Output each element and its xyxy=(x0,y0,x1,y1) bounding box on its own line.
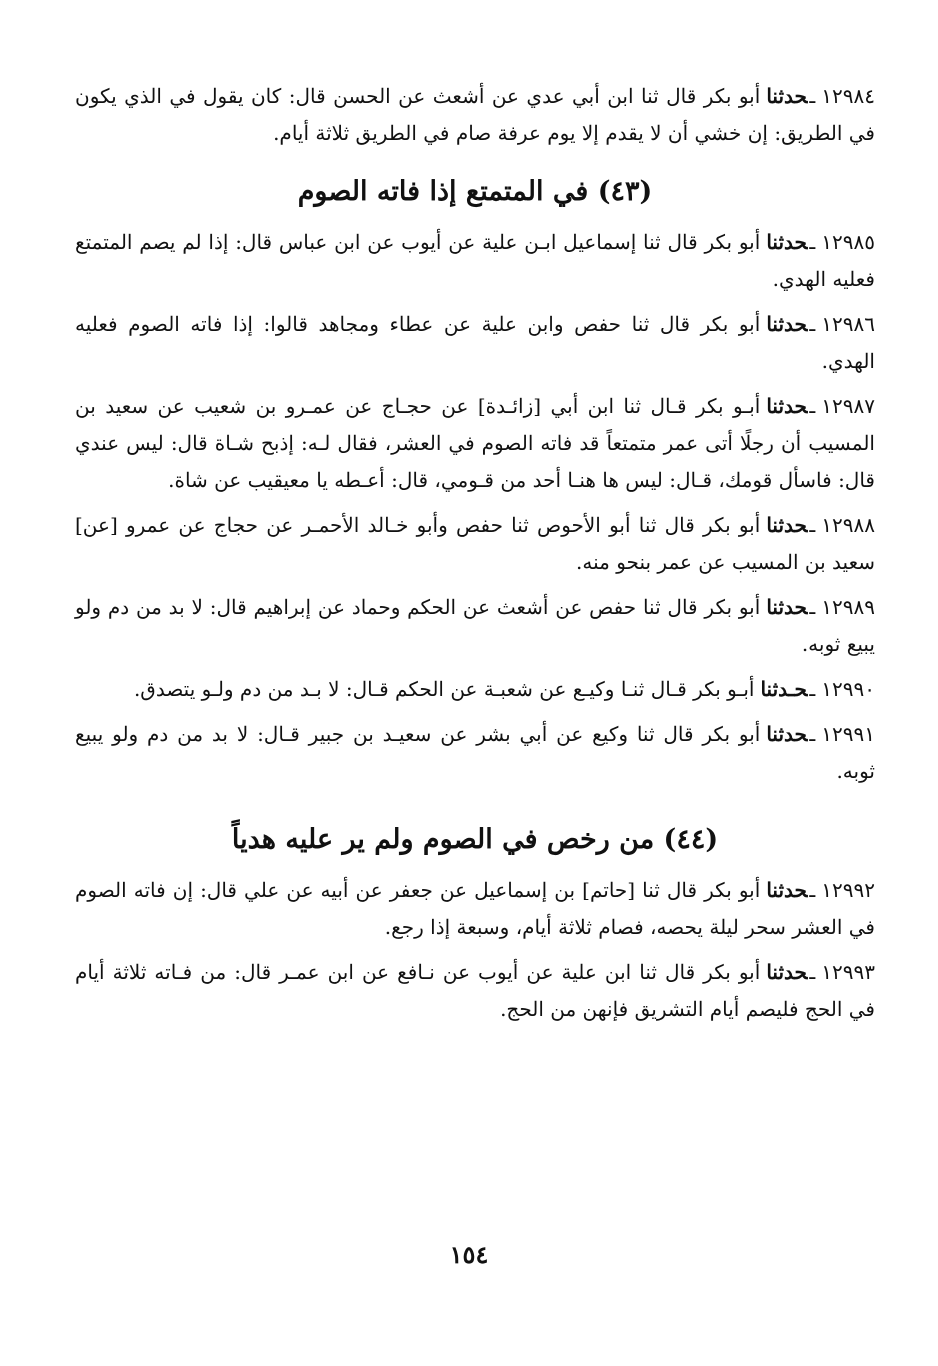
hadith-text: أبو بكر قال ثنا إسماعيل ابـن علية عن أيوب عن ابن عباس قال: إذا لم يصم المتمتع فعليه الهدي. xyxy=(75,230,875,291)
hadith-dash: ـ xyxy=(809,595,816,619)
hadith-entry xyxy=(75,507,875,581)
hadith-lead-word: حدثنا xyxy=(766,722,808,746)
hadith-number: ١٢٩٨٨ xyxy=(821,513,875,537)
hadith-lead-word: حدثنا xyxy=(766,595,808,619)
hadith-number: ١٢٩٩٢ xyxy=(821,878,875,902)
hadith-text: أبـو بكر قـال ثنـا وكيـع عن شعبـة عن الحكم قـال: لا بـد من دم ولـو يتصدق. xyxy=(133,677,755,701)
hadith-lead-word: حدثنا xyxy=(766,513,808,537)
hadith-dash: ـ xyxy=(809,513,816,537)
hadith-entry xyxy=(75,716,875,790)
hadith-text: أبو بكر قال ثنا ابن علية عن أيوب عن نـافع عن ابن عمـر قال: من فـاته ثلاثة أيام في الحج فليصم أيام التشريق فإنهن من الحج. xyxy=(75,960,875,1021)
hadith-dash: ـ xyxy=(809,722,816,746)
hadith-lead-word: حدثنا xyxy=(766,394,808,418)
hadith-entry xyxy=(75,589,875,663)
hadith-lead-word: حدثنا xyxy=(766,84,808,108)
hadith-entry xyxy=(75,306,875,380)
chapter-heading-44: (٤٤) من رخص في الصوم ولم ير عليه هدياً xyxy=(231,824,719,855)
hadith-number: ١٢٩٨٧ xyxy=(821,394,875,418)
hadith-number: ١٢٩٨٦ xyxy=(821,312,875,336)
hadith-text: أبو بكر قال ثنا أبو الأحوص ثنا حفص وأبو خـالد الأحمـر عن حجاج عن عمرو [عن] سعيد بن المسيب عن عمر بنحو منه. xyxy=(75,513,875,574)
hadith-text: أبـو بكر قـال ثنا ابن أبي [زائـدة] عن حجـاج عن عمـرو بن شعيب عن سعيد بن المسيب أن رجلًا أتى عمر متمتعاً قد فاته الصوم في العشر، فقال لـه: إذبح شـاة قال: ليس عندي قال: فاسأل قومك، قـال: ليس ها هنـا أحد من قـومي، قال: أعـطه يا معيقيب عن شاة. xyxy=(75,394,875,492)
hadith-dash: ـ xyxy=(809,878,816,902)
hadith-text: أبو بكر قال ثنا [حاتم] بن إسماعيل عن جعفر عن أبيه عن علي قال: إن فاته الصوم في العشر سحر ليلة يحصه، فصام ثلاثة أيام، وسبعة إذا رجع. xyxy=(75,878,875,939)
hadith-lead-word: حدثنا xyxy=(766,230,808,254)
hadith-dash: ـ xyxy=(809,84,816,108)
page-body xyxy=(75,78,875,1036)
hadith-text: أبو بكر قال ثنا حفص عن أشعث عن الحكم وحماد عن إبراهيم قال: لا بد من دم ولو يبيع ثوبه. xyxy=(75,595,875,656)
hadith-text: أبو بكر قال ثنا حفص وابن علية عن عطاء ومجاهد قالوا: إذا فاته الصوم فعليه الهدي. xyxy=(75,312,875,373)
hadith-number: ١٢٩٩٣ xyxy=(821,960,875,984)
hadith-lead-word: حدثنا xyxy=(766,312,808,336)
hadith-entry xyxy=(75,78,875,152)
hadith-entry xyxy=(75,671,875,708)
hadith-number: ١٢٩٨٥ xyxy=(821,230,875,254)
chapter-heading-43: (٤٣) في المتمتع إذا فاته الصوم xyxy=(297,176,653,207)
hadith-dash: ـ xyxy=(809,394,816,418)
hadith-entry xyxy=(75,872,875,946)
page-number: ١٥٤ xyxy=(449,1240,489,1269)
hadith-lead-word: حـدثنا xyxy=(760,677,808,701)
hadith-dash: ـ xyxy=(809,960,816,984)
hadith-text: أبو بكر قال ثنا ابن أبي عدي عن أشعث عن الحسن قال: كان يقول في الذي يكون في الطريق: إن خشي أن لا يقدم إلا يوم عرفة صام في الطريق ثلاثة أيام. xyxy=(75,84,875,145)
hadith-text: أبو بكر قال ثنا وكيع عن أبي بشر عن سعيـد بن جبير قـال: لا بد من دم ولو يبيع ثوبه. xyxy=(75,722,875,783)
hadith-number: ١٢٩٩١ xyxy=(821,722,875,746)
hadith-dash: ـ xyxy=(809,312,816,336)
hadith-lead-word: حدثنا xyxy=(766,878,808,902)
hadith-number: ١٢٩٨٤ xyxy=(821,84,875,108)
hadith-entry xyxy=(75,954,875,1028)
hadith-dash: ـ xyxy=(809,230,816,254)
hadith-lead-word: حدثنا xyxy=(766,960,808,984)
hadith-entry xyxy=(75,224,875,298)
hadith-number: ١٢٩٩٠ xyxy=(821,677,875,701)
hadith-entry xyxy=(75,388,875,499)
hadith-number: ١٢٩٨٩ xyxy=(821,595,875,619)
hadith-dash: ـ xyxy=(809,677,816,701)
